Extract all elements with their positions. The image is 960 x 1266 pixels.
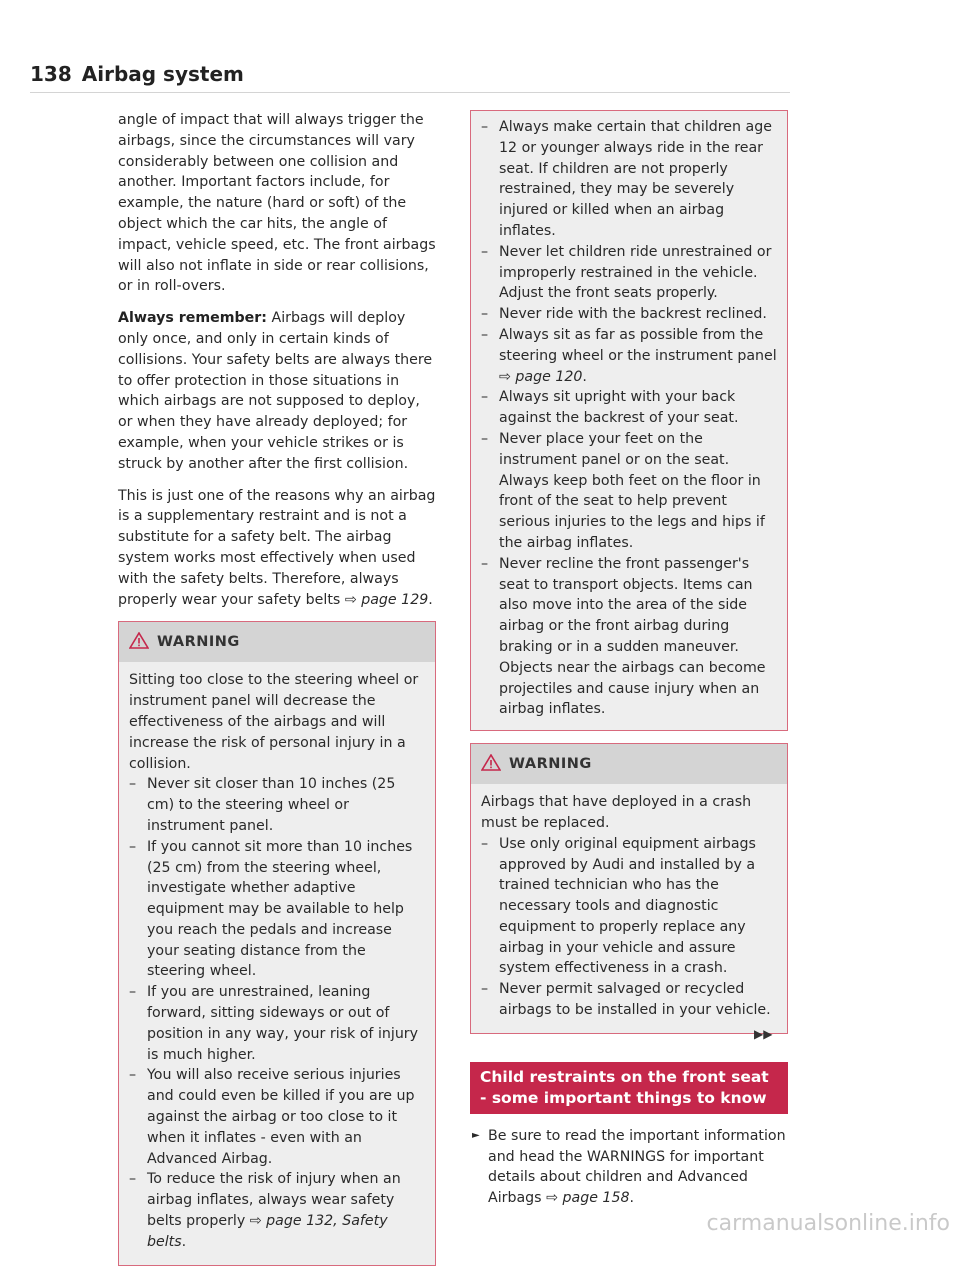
page-number: 138: [30, 62, 72, 86]
list-item: – Always sit upright with your back against the backrest of your seat.: [481, 387, 777, 429]
period: .: [582, 368, 587, 385]
continue-arrow-icon: ▶▶: [754, 1027, 773, 1041]
warning-label: WARNING: [509, 756, 592, 773]
chapter-title: Airbag system: [81, 62, 244, 86]
warning-intro: Airbags that have deployed in a crash must be replaced.: [481, 794, 752, 831]
warning-intro: Sitting too close to the steering wheel or instrument panel will decrease the effectiveness of the airbags and will increase the risk of personal injury in a collision.: [129, 672, 419, 772]
step-bullet-icon: ►: [472, 1129, 480, 1141]
page-link-129[interactable]: ⇨ page 129: [344, 591, 429, 608]
warning-triangle-icon: [129, 632, 149, 649]
warning-header: [119, 622, 435, 662]
page-link-158[interactable]: ⇨ page 158: [546, 1190, 630, 1207]
warning-header: [471, 744, 787, 784]
step-text: Be sure to read the important information and head the WARNINGS for important details about children and Advanced Airbags: [488, 1127, 786, 1207]
list-item: – Never permit salvaged or recycled airbags to be installed in your vehicle.: [481, 979, 777, 1021]
list-item: – Never place your feet on the instrument panel or on the seat. Always keep both feet on the floor in front of the seat to help prevent serious injuries to the legs and hips if the airbag inflates.: [481, 429, 777, 554]
list-item: – Never ride with the backrest reclined.: [481, 304, 777, 325]
remember-text: Airbags will deploy only once, and only in certain kinds of collisions. Your safety belts are always there to offer protection in those situations in which airbags are not supposed to deploy, or when they have already deployed; for example, when your vehicle strikes or is struck by another after the first collision.: [118, 310, 433, 472]
left-column: [118, 110, 436, 1266]
remember-label: Always remember:: [118, 310, 267, 327]
period: .: [181, 1233, 187, 1250]
paragraph-supplementary: [118, 486, 436, 611]
list-item: – Never recline the front passenger's seat to transport objects. Items can also move into the area of the side airbag or the front airbag during braking or in a sudden maneuver. Objects near the airbags can become projectiles and cause injury when an airbag inflates.: [481, 554, 777, 720]
warning-body: [119, 662, 435, 1264]
list-item: – If you are unrestrained, leaning forward, sitting sideways or out of position in any way, your risk of injury is much higher.: [129, 982, 425, 1065]
list-item-text: To reduce the risk of injury when an airbag inflates, always wear safety belts properly: [147, 1171, 401, 1230]
list-item-text: Always sit as far as possible from the steering wheel or the instrument panel: [499, 326, 777, 364]
warning-list: [481, 834, 777, 1021]
period: .: [428, 591, 433, 608]
list-item: [481, 325, 777, 387]
paragraph-remember: [118, 308, 436, 474]
list-item: – Always make certain that children age 12 or younger always ride in the rear seat. If children are not properly restrained, they may be severely injured or killed when an airbag inflates.: [481, 117, 777, 242]
list-item: – You will also receive serious injuries and could even be killed if you are up against the airbag or too close to it when it inflates - even with an Advanced Airbag.: [129, 1065, 425, 1169]
list-item: – Use only original equipment airbags approved by Audi and installed by a trained technician who has the necessary tools and diagnostic equipment to properly replace any airbag in your vehicle and assure system effectiveness in a crash.: [481, 834, 777, 980]
paragraph-impact: angle of impact that will always trigger the airbags, since the circumstances will vary considerably between one collision and another. Important factors include, for example, the nature (hard or soft) of the object which the car hits, the angle of impact, vehicle speed, etc. The front airbags will also not inflate in side or rear collisions, or in roll-overs.: [118, 112, 436, 295]
page-header: [30, 62, 790, 86]
period: .: [629, 1190, 635, 1207]
list-item: – Never sit closer than 10 inches (25 cm) to the steering wheel or instrument panel.: [129, 774, 425, 836]
list-item: [129, 1169, 425, 1252]
list-item: – Never let children ride unrestrained or improperly restrained in the vehicle. Adjust the front seats properly.: [481, 242, 777, 304]
page-link-120[interactable]: ⇨ page 120: [499, 368, 583, 385]
right-column: [470, 110, 788, 1209]
page-link-132[interactable]: ⇨ page 132, Safety belts: [147, 1213, 388, 1250]
warning-triangle-icon: [481, 754, 501, 771]
warning-label: WARNING: [157, 634, 240, 651]
warning-box-replacement: [470, 743, 788, 1034]
section-heading: Child restraints on the front seat - some important things to know: [470, 1062, 788, 1114]
warning-box-seating: [118, 621, 436, 1265]
warning-list-continued: [481, 117, 777, 720]
header-rule: [30, 92, 790, 93]
warning-body: [471, 784, 787, 1033]
instruction-step: [470, 1126, 788, 1209]
warning-list: [129, 774, 425, 1252]
warning-continuation-box: [470, 110, 788, 731]
list-item: – If you cannot sit more than 10 inches (25 cm) from the steering wheel, investigate whether adaptive equipment may be available to help you reach the pedals and increase your seating distance from the steering wheel.: [129, 837, 425, 983]
supplementary-text: This is just one of the reasons why an airbag is a supplementary restraint and is not a substitute for a safety belt. The airbag system works most effectively when used with the safety belts. Therefore, always properly wear your safety belts: [118, 487, 436, 608]
watermark: carmanualsonline.info: [706, 1211, 950, 1236]
